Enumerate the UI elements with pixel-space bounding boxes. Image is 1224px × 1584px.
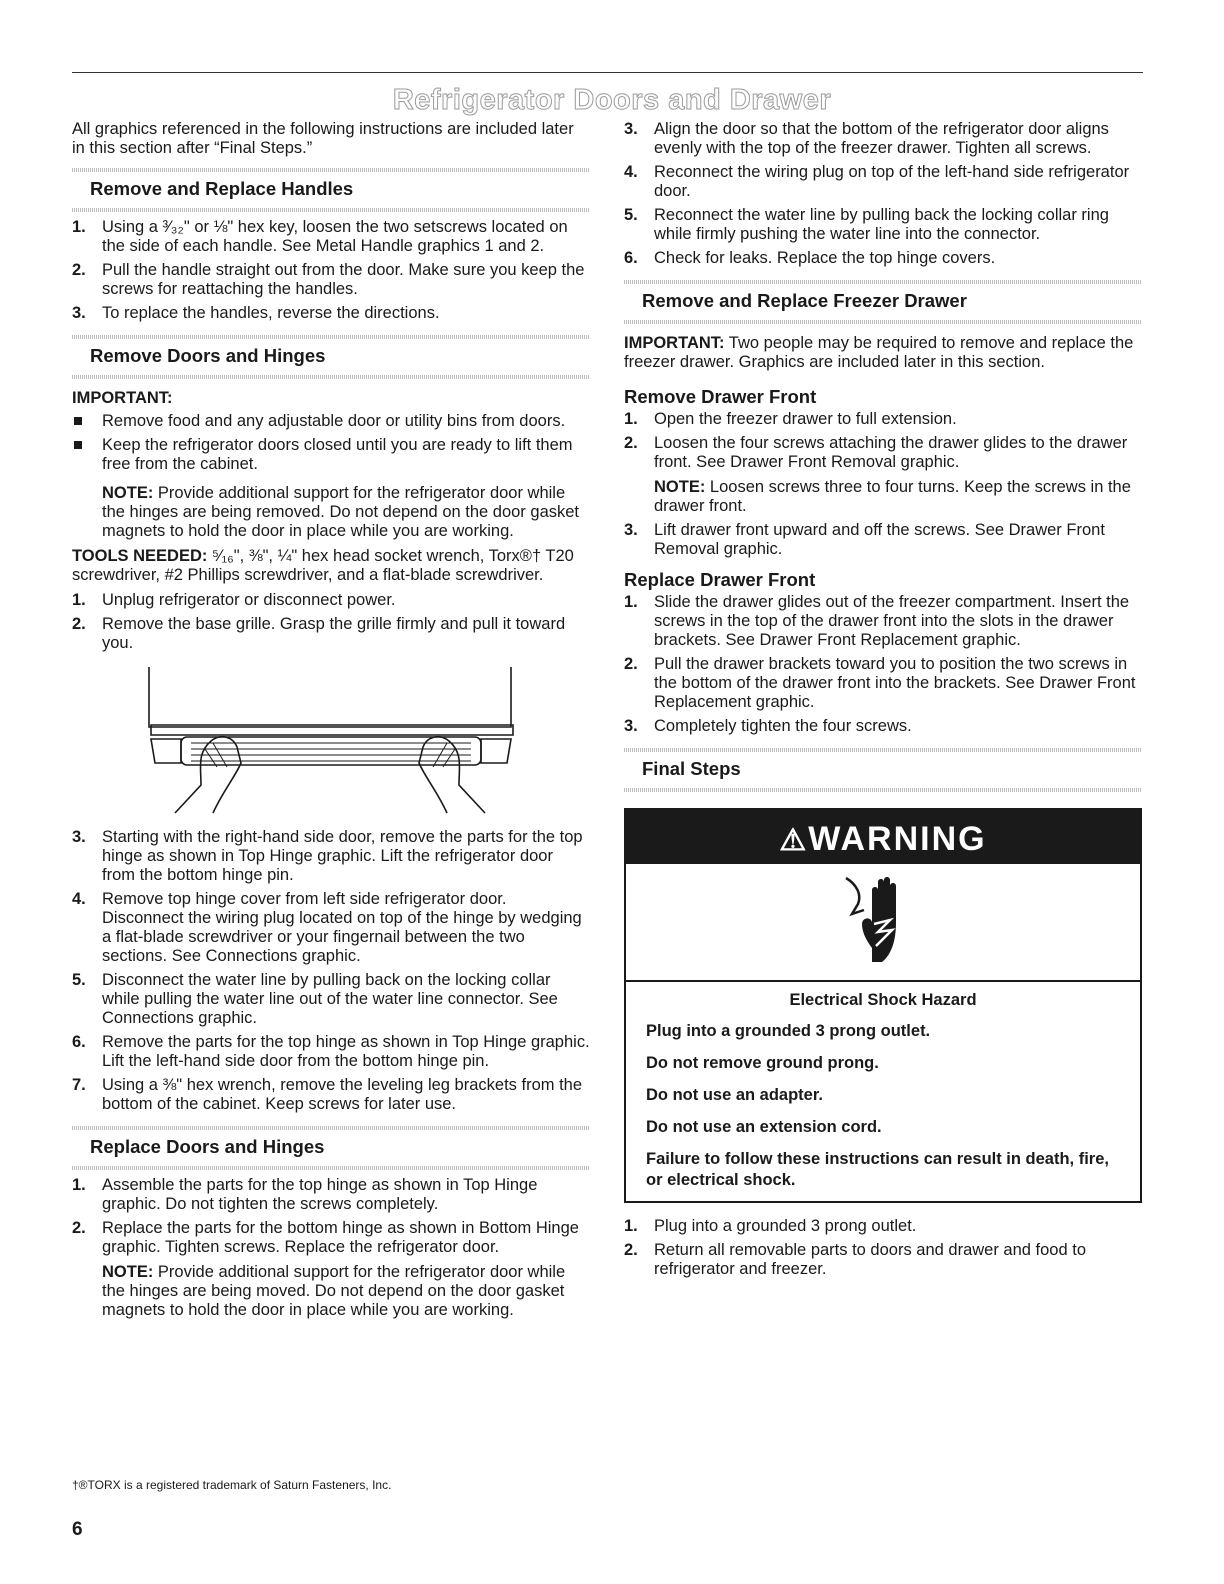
bullet-square-icon <box>74 417 82 425</box>
important-label: IMPORTANT: <box>624 334 725 352</box>
left-leveling-foot <box>151 739 181 763</box>
note-label: NOTE: <box>102 484 154 502</box>
step-number: 7. <box>72 1076 86 1094</box>
cabinet-outline <box>149 667 511 727</box>
list-item <box>72 261 590 299</box>
heading-replace-drawer-front: Replace Drawer Front <box>624 569 816 590</box>
important-bullets <box>72 412 590 541</box>
note-label: NOTE: <box>654 478 706 496</box>
step-text: Starting with the right-hand side door, remove the parts for the top hinge as shown in Top Hinge graphic. Lift the refrigerator door from the bottom hinge pin. <box>102 828 583 884</box>
step-text: Unplug refrigerator or disconnect power. <box>102 591 396 609</box>
step-number: 1. <box>624 410 638 428</box>
list-item <box>624 163 1142 201</box>
step-number: 3. <box>72 828 86 846</box>
step-number: 3. <box>624 120 638 138</box>
section-rule <box>72 375 590 379</box>
step-number: 6. <box>624 249 638 267</box>
step-number: 4. <box>72 890 86 908</box>
warning-line: Do not remove ground prong. <box>646 1054 879 1072</box>
remove-doors-steps-b <box>72 828 590 1114</box>
step-number: 3. <box>624 717 638 735</box>
step-number: 1. <box>72 218 86 236</box>
step-text: Using a ⅜" hex wrench, remove the leveling leg brackets from the bottom of the cabinet. Keep screws for later use. <box>102 1076 583 1113</box>
step-text: Check for leaks. Replace the top hinge covers. <box>654 249 996 267</box>
step-text: Remove top hinge cover from left side refrigerator door. Disconnect the wiring plug located on top of the hinge by wedging a flat-blade screwdriver or your fingernail between the two sections. See Connections graphic. <box>102 890 582 965</box>
electric-shock-hand-icon <box>838 870 928 970</box>
list-item <box>72 591 590 610</box>
grille-slats <box>191 743 471 761</box>
step-number: 3. <box>72 304 86 322</box>
step-number: 2. <box>624 434 638 452</box>
step-number: 2. <box>624 1241 638 1259</box>
step-number: 1. <box>624 1217 638 1235</box>
step-text: Replace the parts for the bottom hinge as shown in Bottom Hinge graphic. Tighten screws. Replace the refrigerator door. <box>102 1219 579 1256</box>
grille-drawing <box>141 667 521 815</box>
list-item <box>72 304 590 323</box>
list-item <box>72 615 590 653</box>
warning-line: Do not use an adapter. <box>646 1086 823 1104</box>
heading-remove-drawer-front: Remove Drawer Front <box>624 386 817 407</box>
note-text: Loosen screws three to four turns. Keep the screws in the drawer front. <box>654 478 1131 515</box>
list-item <box>72 1176 590 1214</box>
section-rule <box>72 208 590 212</box>
step-text: Pull the drawer brackets toward you to position the two screws in the bottom of the drawer front into the brackets. See Drawer Front Replacement graphic. <box>654 655 1136 711</box>
remove-front-steps <box>624 410 1142 559</box>
warning-line: Plug into a grounded 3 prong outlet. <box>646 1022 931 1040</box>
section-rule <box>72 1126 590 1130</box>
step-text: Using a ³⁄₃₂" or ⅛" hex key, loosen the two setscrews located on the side of each handle. See Metal Handle graphics 1 and 2. <box>102 218 568 255</box>
hazard-title: Electrical Shock Hazard <box>789 991 977 1009</box>
tools-label: TOOLS NEEDED: <box>72 547 208 565</box>
step-text: Remove the parts for the top hinge as shown in Top Hinge graphic. Lift the left-hand side door from the bottom hinge pin. <box>102 1033 590 1070</box>
replace-doors-steps <box>72 1176 590 1320</box>
list-item <box>72 971 590 1028</box>
warning-box <box>624 808 1142 1203</box>
tools-text: ⁵⁄₁₆", ⅜", ¼" hex head socket wrench, Torx®† T20 screwdriver, #2 Phillips screwdriver, and a flat-blade screwdriver. <box>72 547 574 584</box>
section-rule <box>624 280 1142 284</box>
note <box>102 1263 590 1320</box>
important-text: Two people may be required to remove and replace the freezer drawer. Graphics are included later in this section. <box>624 334 1134 371</box>
left-hand-icon <box>175 737 241 813</box>
note <box>654 478 1142 516</box>
step-text: Slide the drawer glides out of the freezer compartment. Insert the screws in the top of the drawer front into the slots in the drawer brackets. See Drawer Front Replacement graphic. <box>654 593 1130 649</box>
tools-needed <box>72 547 590 585</box>
right-hand-icon <box>419 737 485 813</box>
step-text: Reconnect the water line by pulling back the locking collar ring while firmly pushing the water line into the connector. <box>654 206 1109 243</box>
warning-line: Failure to follow these instructions can result in death, fire, or electrical shock. <box>646 1150 1109 1189</box>
intro-text: All graphics referenced in the following instructions are included later in this section after “Final Steps.” <box>72 120 574 157</box>
bullet-square-icon <box>74 441 82 449</box>
warning-line: Do not use an extension cord. <box>646 1118 882 1136</box>
list-item <box>624 206 1142 244</box>
step-number: 4. <box>624 163 638 181</box>
section-rule <box>72 168 590 172</box>
freezer-important <box>624 334 1142 372</box>
step-number: 2. <box>624 655 638 673</box>
note-text: Provide additional support for the refrigerator door while the hinges are being removed. Do not depend on the door gasket magnets to hold the door in place while you are working. <box>102 484 580 540</box>
list-item <box>72 890 590 966</box>
bullet-text: Remove food and any adjustable door or utility bins from doors. <box>102 412 566 430</box>
warning-body <box>626 982 1140 1201</box>
section-rule <box>72 335 590 339</box>
section-rule <box>624 748 1142 752</box>
shock-hazard-area <box>626 864 1140 982</box>
warning-header <box>626 810 1140 864</box>
step-number: 2. <box>72 261 86 279</box>
list-item <box>624 717 1142 736</box>
base-grille-illustration <box>72 667 590 820</box>
list-item <box>72 436 590 541</box>
list-item <box>72 828 590 885</box>
step-text: Open the freezer drawer to full extension. <box>654 410 957 428</box>
list-item <box>624 1217 1142 1236</box>
list-item <box>624 655 1142 712</box>
step-text: Align the door so that the bottom of the refrigerator door aligns evenly with the top of the freezer drawer. Tighten all screws. <box>654 120 1109 157</box>
step-number: 2. <box>72 1219 86 1237</box>
bullet-text: Keep the refrigerator doors closed until you are ready to lift them free from the cabinet. <box>102 436 573 473</box>
replace-doors-steps-continued <box>624 120 1142 268</box>
step-text: Loosen the four screws attaching the drawer glides to the drawer front. See Drawer Front Removal graphic. <box>654 434 1128 471</box>
section-rule <box>72 1166 590 1170</box>
right-leveling-foot <box>481 739 511 763</box>
heading-remove-replace-handles: Remove and Replace Handles <box>90 178 354 199</box>
section-rule <box>624 320 1142 324</box>
step-text: Reconnect the wiring plug on top of the left-hand side refrigerator door. <box>654 163 1130 200</box>
warning-triangle-icon: ⚠ <box>779 824 809 857</box>
step-text: Completely tighten the four screws. <box>654 717 912 735</box>
step-number: 1. <box>72 1176 86 1194</box>
list-item <box>72 218 590 256</box>
step-text: Disconnect the water line by pulling back on the locking collar while pulling the water line out of the water line connector. See Connections graphic. <box>102 971 558 1027</box>
step-number: 6. <box>72 1033 86 1051</box>
step-text: Assemble the parts for the top hinge as shown in Top Hinge graphic. Do not tighten the screws completely. <box>102 1176 538 1213</box>
final-steps <box>624 1217 1142 1279</box>
list-item <box>624 249 1142 268</box>
list-item <box>72 1076 590 1114</box>
list-item <box>624 1241 1142 1279</box>
list-item <box>624 521 1142 559</box>
step-number: 1. <box>624 593 638 611</box>
heading-replace-doors-hinges: Replace Doors and Hinges <box>90 1136 325 1157</box>
list-item <box>72 1033 590 1071</box>
step-number: 3. <box>624 521 638 539</box>
list-item <box>72 1219 590 1320</box>
step-text: Plug into a grounded 3 prong outlet. <box>654 1217 917 1235</box>
step-number: 1. <box>72 591 86 609</box>
list-item <box>624 434 1142 516</box>
list-item <box>72 412 590 431</box>
note <box>102 484 590 541</box>
right-column <box>624 120 1142 1284</box>
step-text: Pull the handle straight out from the door. Make sure you keep the screws for reattaching the handles. <box>102 261 585 298</box>
handles-steps <box>72 218 590 323</box>
heading-remove-replace-freezer-drawer: Remove and Replace Freezer Drawer <box>642 290 967 311</box>
footnote: †®TORX is a registered trademark of Saturn Fasteners, Inc. <box>72 1478 392 1492</box>
step-number: 2. <box>72 615 86 633</box>
section-rule <box>624 788 1142 792</box>
note-label: NOTE: <box>102 1263 154 1281</box>
heading-remove-doors-hinges: Remove Doors and Hinges <box>90 345 326 366</box>
remove-doors-steps-a <box>72 591 590 653</box>
step-text: Remove the base grille. Grasp the grille firmly and pull it toward you. <box>102 615 566 652</box>
step-number: 5. <box>72 971 86 989</box>
list-item <box>624 410 1142 429</box>
list-item <box>624 120 1142 158</box>
heading-final-steps: Final Steps <box>642 758 741 779</box>
step-text: Return all removable parts to doors and drawer and food to refrigerator and freezer. <box>654 1241 1086 1278</box>
top-rule <box>72 72 1143 73</box>
important-label: IMPORTANT: <box>72 389 173 407</box>
left-column <box>72 120 590 1325</box>
replace-front-steps <box>624 593 1142 736</box>
warning-title: WARNING <box>808 820 987 858</box>
step-text: Lift drawer front upward and off the screws. See Drawer Front Removal graphic. <box>654 521 1105 558</box>
page-title: Refrigerator Doors and Drawer <box>392 84 832 116</box>
page-number: 6 <box>72 1519 83 1540</box>
step-number: 5. <box>624 206 638 224</box>
list-item <box>624 593 1142 650</box>
step-text: To replace the handles, reverse the directions. <box>102 304 440 322</box>
note-text: Provide additional support for the refrigerator door while the hinges are being moved. Do not depend on the door gasket magnets to hold the door in place while you are working. <box>102 1263 566 1319</box>
